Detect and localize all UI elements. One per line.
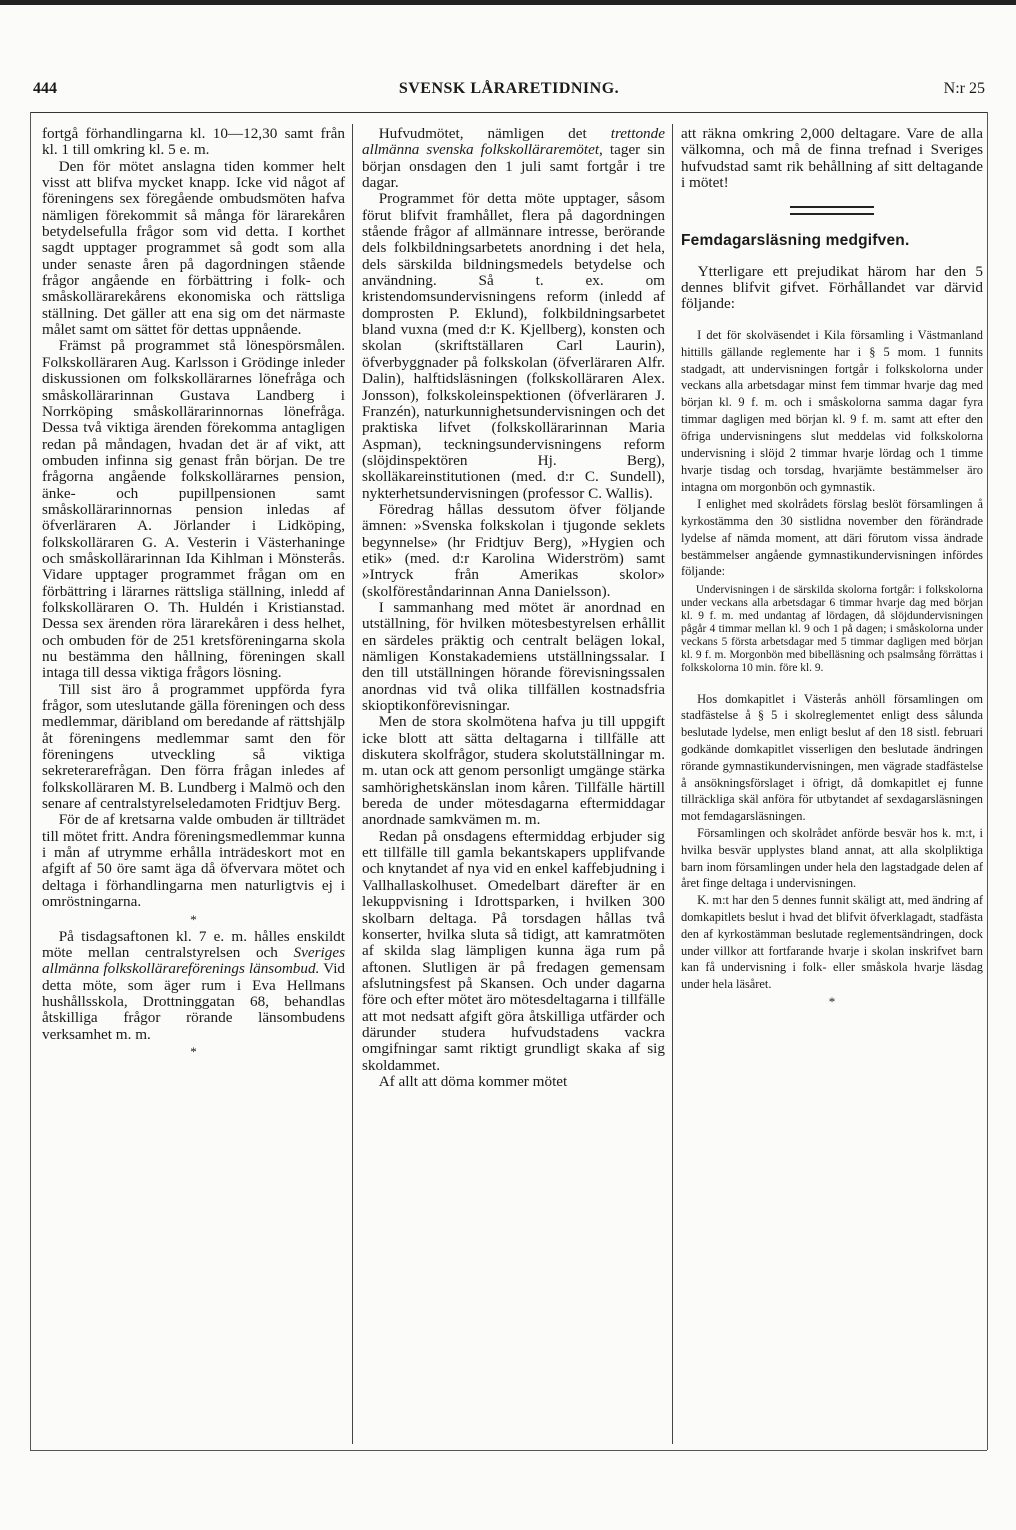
col2-paragraph-6: Redan på onsdagens eftermiddag erbjuder sig ett tillfälle till gamla bekantskapers upplifvande och knytandet af nya vid en enkel kaffebjudning i Vallhallaskolhuset. Omedelbart därefter är en lekuppvisning i Idrottsparken, i hvilken 300 skolbarn deltaga. På torsdagen hållas två konserter, hvilka sluta så tidigt, att kamratmöten af skilda slag lämpligen kunna äga rum på aftonen. Slutligen är på fredagen gemensam afslutningsfest på Skansen. Och under dagarna före och efter mötet äro mötesdeltagarna i tillfälle att mot nedsatt afgift göra åtskilliga utfärder och därunder studera hufvudstadens vackra omgifningar samt riktigt grundligt skaka af sig skoldammet.: [362, 827, 665, 1074]
col3-small-paragraph-2: I enlighet med skolrådets förslag beslöt församlingen å kyrkostämma den 30 sistlidna november den förändrade lydelse af nämda moment, att däri förutom vissa ändrade bestämmelser angående gymnastikundervisningen infördes följande:: [681, 496, 983, 579]
section-separator: [790, 206, 874, 215]
col2-paragraph-3: Föredrag hållas dessutom öfver följande ämnen: »Svenska folkskolan i tjugonde seklets begynnelse» (hr Fridtjuv Berg), »Hygien och etik» (med. d:r Karolina Widerström) samt »Intryck från Amerikas skolor» (skolföreståndarinnan Anna Danielsson).: [362, 500, 665, 600]
col2-paragraph-5: Men de stora skolmötena hafva ju till uppgift icke blott att sätta deltagarna i tillfälle att diskutera skolfrågor, studera skolutställningar m. m. utan ock att genom personligt umgänge stärka samhörighetskänslan inom kåren. Tillfälle härtill bereda de under mötesdagarna eftermiddagar anordnade samkvämen m. m.: [362, 713, 665, 829]
frame-bottom-line: [30, 1450, 987, 1451]
col2-p1-text-a: Hufvudmötet, nämligen det: [378, 125, 611, 142]
col3-small-print-2: [681, 691, 983, 993]
col3-small-print: [681, 327, 983, 581]
col3-small-paragraph-3: Hos domkapitlet i Västerås anhöll församlingen om stadfästelse å § 5 i skolreglementet enligt dess sålunda beslutade lydelse, men enligt beslut af den 18 sistl. februari godkände domkapitlet visserligen den beslutade ändringen rörande gymnastikundervisningen, men vägrade stadfästelse å ansökningsförslaget i öfrigt, då domkapitlet ej funne tillräckliga skäl anföra för utbytandet af sexdagarsläsningen mot femdagarsläsningen.: [681, 691, 983, 824]
col1-p6-text-a: På tisdagsaftonen kl. 7 e. m. hålles enskildt möte mellan centralstyrelsen och: [42, 927, 345, 961]
col3-small-paragraph-5: K. m:t har den 5 dennes funnit skäligt att, med ändring af domkapitlets beslut i hvad det blifvit öfverklagadt, stadfästa den af kyrkostämman beslutade reglementsändringen, dock under villkor att fortfarande hvarje i skolan inskrifvet barn kan få undervisning i folk- eller småskola hvarje läsdag under hela läsåret.: [681, 893, 983, 992]
article-heading: Femdagarsläsning medgifven.: [681, 232, 910, 250]
col3-quoted-regulation: [681, 584, 983, 674]
column-2: [362, 126, 665, 1090]
col2-paragraph-7: Af allt att döma kommer mötet: [378, 1072, 568, 1090]
page-header: [33, 80, 985, 106]
col1-paragraph-1: fortgå förhandlingarna kl. 10—12,30 samt från kl. 1 till omkring kl. 5 e. m.: [42, 125, 345, 159]
col1-paragraph-6: [42, 929, 345, 1043]
column-1: [42, 126, 345, 1061]
header-rule: [30, 112, 987, 113]
col1-p6-text-b: Vid detta möte, som äger rum i Eva Hellmans hushållsskola, Drottninggatan 68, behandlas åtskilliga frågor rörande länsombudens verksamhet m. m.: [42, 960, 346, 1043]
issue-number: N:r 25: [943, 80, 985, 97]
col1-paragraph-2: Den för mötet anslagna tiden kommer helt visst att blifva mycket knapp. Icke vid något af föreningens sex föregående ombudsmöten hafva nämligen förekommit så många för lärarekåren betydelsefulla frågor som vid detta. I korthet sagdt upptager programmet så godt som alla under senaste åren på dagordningen stående frågor angående en förbättring i folk- och småskollärarekårens ekonomiska och rättsliga ställning. Det gäller att ena sig om det närmaste målet samt om sättet för dettas uppnående.: [42, 157, 345, 339]
frame-right-line: [987, 112, 988, 1450]
col3-paragraph-1: att räkna omkring 2,000 deltagare. Vare de alla välkomna, och må de finna trefnad i Sveriges hufvudstad samt rik behållning af sitt deltagande i mötet!: [681, 125, 983, 192]
col1-paragraph-4: Till sist äro å programmet uppförda fyra frågor, som uteslutande gälla föreningen och dess medlemmar, däribland om beredande af rättshjälp åt föreningens medlemmar samt den för föreningens utveckling så viktiga sekreterarefrågan. Den förra frågan inledes af folkskolläraren M. B. Lundberg i Malmö och den senare af centralstyrelseledamoten Fridtjuv Berg.: [42, 680, 345, 813]
col3-paragraph-2: Ytterligare ett prejudikat härom har den 5 dennes blifvit gifvet. Förhållandet var därvid följande:: [681, 262, 983, 313]
section-star-3: *: [828, 994, 836, 1010]
col2-paragraph-4: I sammanhang med mötet är anordnad en utställning, för hvilken mötesbestyrelsen erhållit en särdeles präktig och centralt belägen lokal, nämligen Konstakademiens utställningssalar. I den till utställningen hörande förevisningssalen anordnas vid två olika tillfällen kostnadsfria skioptikonförevisningar.: [362, 598, 665, 715]
col2-p1-text-b: tager sin början onsdagen den 1 juli samt fortgår i tre dagar.: [362, 141, 665, 192]
col3-small-paragraph-1: I det för skolväsendet i Kila församling i Västmanland hittills gällande reglemente har i § 5 mom. 1 funnits stadgadt, att undervisningen fortgår i folkskolorna under veckans alla arbetsdagar minst fem timmar hvarje dag med början kl. 9 f. m. och i småskolorna samma dagar fyra timmar dagligen med början kl. 9 f. m. samt att efter den öfriga undervisningens slut meddelas vid folkskolorna undervisning i slöjd 2 timmar hvarje lördag och 1 timme hvarje tisdag och torsdag, hvarjämte bestämmelser äro intagna om morgonbön och gymnastik.: [681, 327, 983, 494]
section-star-2: *: [190, 1043, 197, 1059]
col3-quote-paragraph: Undervisningen i de särskilda skolorna fortgår: i folkskolorna under veckans alla arbetsdagar 6 timmar hvarje dag med början kl. 9 f. m. med undantag af lördagen, då slöjdundervisningen pågår 4 timmar mellan kl. 9 och 1 på dagen; i småskolorna under veckans 5 första arbetsdagar med 5 timmar dagligen med början kl. 9 f. m. Morgonbön med bibelläsning och psalmsång förrättas i folkskolorna 10 min. före kl. 9.: [681, 584, 983, 674]
column-divider-2: [672, 124, 673, 1444]
frame-left-line: [30, 112, 31, 1450]
column-divider-1: [352, 124, 353, 1444]
col2-p1-italic: trettonde allmänna svenska folkskolläraremötet,: [362, 125, 665, 159]
col3-small-paragraph-4: Församlingen och skolrådet anförde besvär hos k. m:t, i hvilka besvär upplystes bland annat, att alla skolpliktiga barn inom församlingen under hela den lagstadgade delen af året finge deltaga i undervisningen.: [681, 826, 983, 891]
page-number: 444: [33, 80, 57, 97]
column-3: [681, 126, 983, 1011]
col2-paragraph-1: [362, 126, 665, 191]
section-star-1: *: [190, 911, 197, 927]
col1-paragraph-3: Främst på programmet stå lönespörsmålen. Folkskolläraren Aug. Karlsson i Grödinge inleder diskussionen om folkskollärarnes lönefråga och småskollärarinnan Gustava Landberg i Norrköping småskollärarinnornas lönefråga. Dessa två viktiga ärenden förekomma antagligen redan på måndagen, hvadan det är af vikt, att ombuden infinna sig genast från början. De tre frågorna angående folkskollärarnes pension, änke- och pupillpensionen samt småskollärarinnornas pension inledas af öfverläraren A. Jörlander i Lidköping, folkskolläraren G. A. Vesterin i Västerhaninge och småskollärarinnan Ida Kihlman i Mönsterås. Vidare upptager programmet frågan om en förbättring i lärarnes rättsliga ställning, inledd af folkskolläraren O. Th. Huldén i Kristianstad. Dessa sex ärenden röra lärarekåren i dess helhet, och ombuden för de 251 kretsföreningarna skola nu bestämma den hållning, föreningen skall intaga till dessa viktiga frågors lösning.: [42, 337, 345, 682]
publication-title: SVENSK LÅRARETIDNING.: [398, 80, 620, 97]
col1-paragraph-5: För de af kretsarna valde ombuden är tillträdet till mötet fritt. Andra föreningsmedlemmar kunna i mån af utrymme erhålla inträdeskort mot en afgift af 50 öre samt äga då öfvervara mötet och deltaga i förhandlingarna men naturligtvis ej i omröstningarna.: [42, 811, 345, 911]
col2-paragraph-2: Programmet för detta möte upptager, såsom förut blifvit framhållet, flera på dagordningen stående frågor af allmännare intresse, berörande dels folkbildningsarbetets anordning i det hela, dels särskilda bildningsmedels betydelse och användning. Så t. ex. om kristendomsundervisningens reform (inledd af domprosten P. Eklund), folkbildningsarbetet bland vuxna (med d:r K. Kjellberg), konsten och skolan (skriftställaren Carl Laurin), öfverbyggnader på folkskolan (öfverläraren Alfr. Dalin), halftidsläsningen (folkskolläraren Alex. Jonsson), folkskoleinspektionen (öfverläraren J. Franzén), naturkunnighetsundervisningen och det praktiska lifvet (folkskollärarinnan Maria Aspman), teckningsundervisningens reform (slöjdinspektören Hj. Berg), skolläkareinstitutionen (med. d:r C. Sundell), nykterhetsundervisningen (professor C. Wallis).: [362, 190, 665, 502]
page-top-edge: [0, 0, 1016, 5]
col1-p6-italic: Sveriges allmänna folkskollärareförenings länsombud.: [42, 943, 345, 978]
